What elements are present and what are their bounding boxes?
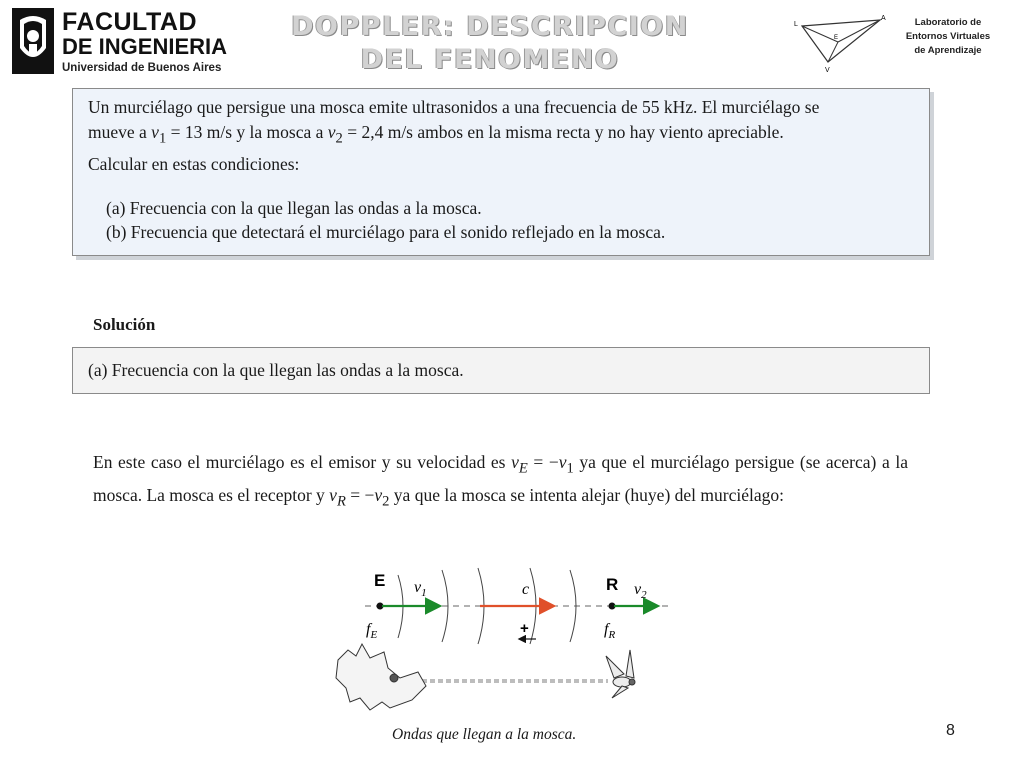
v1-subscript-explain: 1 [566, 460, 574, 477]
v2-symbol-explain: v [374, 485, 383, 505]
problem-line2 [88, 120, 918, 152]
fE-label: $f_E$ [366, 621, 378, 641]
lab-logo-icon [792, 12, 888, 74]
bat-icon [336, 644, 426, 710]
v1-symbol-explain: v [558, 452, 567, 472]
lab-logo-letter-l: L [794, 21, 798, 28]
solution-part-a: (a) Frecuencia con la que llegan las ondas a la mosca. [88, 360, 464, 380]
problem-line2-text-c: = 2,4 m/s ambos en la misma recta y no hay viento apreciable. [342, 122, 784, 142]
explanation-text-1: En este caso el murciélago es el emisor y su velocidad es [93, 452, 512, 472]
plus-label: + [520, 620, 529, 637]
c-label: c [522, 581, 530, 598]
v2-symbol: v [327, 122, 336, 142]
emitter-label: E [374, 571, 386, 590]
problem-statement [88, 95, 918, 177]
v1-subscript: 1 [158, 130, 167, 147]
lab-name [888, 16, 1008, 58]
page-number: 8 [946, 722, 955, 739]
fR-label: $f_R$ [604, 621, 616, 641]
faculty-logo [12, 8, 54, 74]
problem-line3: Calcular en estas condiciones: [88, 153, 300, 174]
vR-subscript: R [336, 493, 346, 510]
slide-title-line2: DEL FENOMENO [360, 44, 620, 75]
vR-symbol: v [329, 485, 337, 505]
problem-item-b: (b) Frecuencia que detectará el murciélago para el sonido reflejado en la mosca. [106, 222, 666, 242]
problem-line2-text-a: mueve a [88, 122, 152, 142]
problem-line1: Un murciélago que persigue una mosca emite ultrasonidos a una frecuencia de 55 kHz. El murciélago se [88, 97, 820, 117]
slide-title [270, 10, 710, 76]
problem-line2-text-b: = 13 m/s y la mosca a [166, 122, 328, 142]
explanation-eq-2: = − [345, 485, 375, 505]
lab-name-line3: de Aprendizaje [914, 45, 982, 56]
vE-symbol: v [511, 452, 519, 472]
explanation-text-3: ya que la mosca se intenta alejar (huye) del murciélago: [389, 485, 784, 505]
university-name: Universidad de Buenos Aires [62, 62, 222, 74]
v1-label: $v_1$ [414, 579, 427, 599]
faculty-name-line1: FACULTAD [62, 8, 197, 36]
slide-title-line1: DOPPLER: DESCRIPCION [291, 11, 689, 42]
vE-subscript: E [518, 460, 528, 477]
problem-item-a: (a) Frecuencia con la que llegan las ondas a la mosca. [106, 198, 482, 218]
v2-subscript-explain: 2 [382, 493, 390, 510]
diagram-caption: Ondas que llegan a la mosca. [392, 726, 577, 743]
solution-heading: Solución [93, 315, 156, 334]
lab-logo-letter-e: E [834, 35, 839, 41]
v2-subscript: 2 [335, 130, 343, 147]
v1-symbol: v [151, 122, 159, 142]
explanation-eq-1: = − [527, 452, 559, 472]
fly-icon [606, 650, 635, 698]
explanation-paragraph [93, 449, 908, 515]
lab-logo-letter-a: A [881, 15, 886, 22]
faculty-name-line2: DE INGENIERIA [62, 34, 228, 59]
lab-logo-letter-v: V [825, 67, 830, 74]
lab-name-line2: Entornos Virtuales [905, 31, 991, 42]
receptor-label: R [606, 575, 619, 594]
lab-name-line1: Laboratorio de [914, 17, 982, 28]
doppler-diagram [330, 560, 690, 725]
faculty-crest-icon [12, 8, 54, 74]
v2-label: $v_2$ [634, 581, 647, 601]
explanation-text-2: ya que el murciélago persigue (se acerca) a la mosca. La mosca es el receptor y [93, 452, 908, 505]
